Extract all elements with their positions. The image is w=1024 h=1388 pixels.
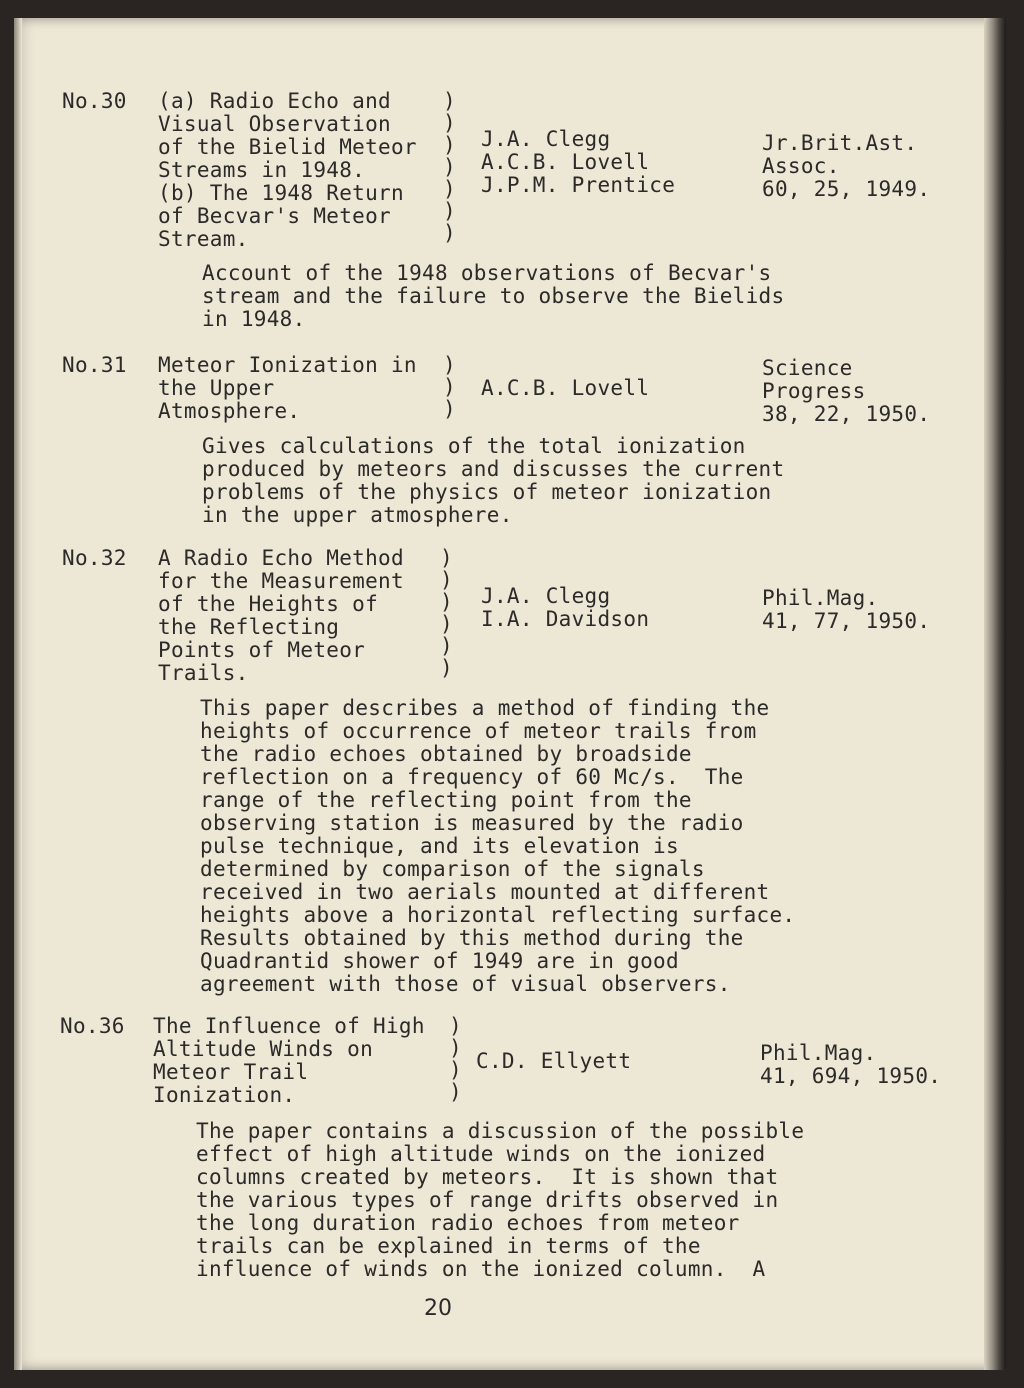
title-brace: ) ) ) ) ) ) ) [443, 89, 456, 245]
book-spine [984, 18, 1006, 1370]
title-brace: ) ) ) ) [449, 1014, 462, 1104]
entry-number: No.36 [60, 1014, 125, 1038]
title-brace: ) ) ) ) ) ) [440, 546, 453, 680]
entry-authors: A.C.B. Lovell [481, 376, 650, 400]
page-gutter-shadow [14, 18, 22, 1370]
entry-number: No.30 [62, 89, 127, 113]
entry-number: No.31 [62, 353, 127, 377]
title-brace: ) ) ) [443, 353, 456, 421]
entry-number: No.32 [62, 546, 127, 570]
entry-authors: C.D. Ellyett [476, 1049, 632, 1073]
page-number: 20 [424, 1296, 452, 1321]
